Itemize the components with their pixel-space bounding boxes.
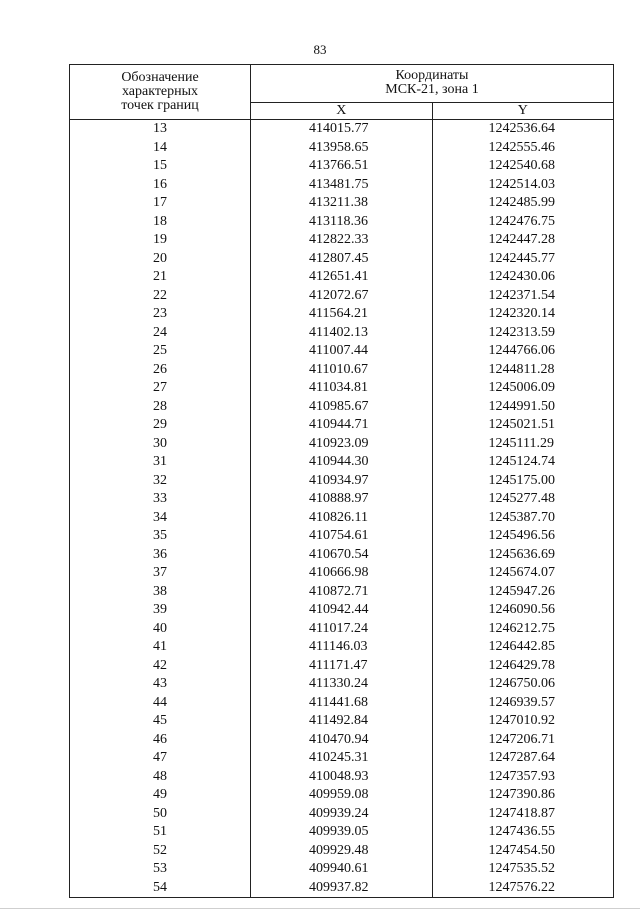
point-number-cell: 13 — [70, 120, 251, 139]
y-coordinate-cell: 1242514.03 — [432, 176, 614, 195]
x-coordinate-cell: 411017.24 — [251, 620, 433, 639]
point-number-cell: 44 — [70, 694, 251, 713]
point-number-cell: 41 — [70, 638, 251, 657]
x-coordinate-cell: 411010.67 — [251, 361, 433, 380]
point-number-cell: 19 — [70, 231, 251, 250]
y-coordinate-cell: 1245111.29 — [432, 435, 614, 454]
point-number-cell: 34 — [70, 509, 251, 528]
table-row — [70, 712, 614, 731]
coordinate-system: МСК-21, зона 1 — [385, 82, 479, 98]
y-coordinate-cell: 1247418.87 — [432, 805, 614, 824]
x-coordinate-cell: 410985.67 — [251, 398, 433, 417]
table-row — [70, 398, 614, 417]
point-number-cell: 22 — [70, 287, 251, 306]
table-row — [70, 139, 614, 158]
y-coordinate-cell: 1247287.64 — [432, 749, 614, 768]
table-row — [70, 194, 614, 213]
table-row — [70, 749, 614, 768]
point-number-cell: 25 — [70, 342, 251, 361]
x-coordinate-cell: 412822.33 — [251, 231, 433, 250]
points-label-line2: характерных — [121, 84, 199, 99]
table-row — [70, 435, 614, 454]
table-row — [70, 860, 614, 879]
y-coordinate-cell: 1245124.74 — [432, 453, 614, 472]
point-number-cell: 21 — [70, 268, 251, 287]
table-row — [70, 657, 614, 676]
y-column-header: Y — [432, 102, 614, 119]
y-coordinate-cell: 1247436.55 — [432, 823, 614, 842]
y-coordinate-cell: 1244766.06 — [432, 342, 614, 361]
x-coordinate-cell: 411007.44 — [251, 342, 433, 361]
y-coordinate-cell: 1242485.99 — [432, 194, 614, 213]
x-column-header: X — [251, 102, 433, 119]
y-coordinate-cell: 1245636.69 — [432, 546, 614, 565]
x-coordinate-cell: 411441.68 — [251, 694, 433, 713]
point-number-cell: 54 — [70, 879, 251, 898]
x-coordinate-cell: 413481.75 — [251, 176, 433, 195]
point-number-cell: 27 — [70, 379, 251, 398]
point-number-cell: 30 — [70, 435, 251, 454]
y-coordinate-cell: 1247357.93 — [432, 768, 614, 787]
table-row — [70, 842, 614, 861]
point-number-cell: 24 — [70, 324, 251, 343]
point-number-cell: 20 — [70, 250, 251, 269]
table-row — [70, 583, 614, 602]
point-number-cell: 36 — [70, 546, 251, 565]
point-number-cell: 51 — [70, 823, 251, 842]
table-row — [70, 694, 614, 713]
y-coordinate-cell: 1246212.75 — [432, 620, 614, 639]
table-row — [70, 416, 614, 435]
y-coordinate-cell: 1246442.85 — [432, 638, 614, 657]
x-coordinate-cell: 409939.05 — [251, 823, 433, 842]
x-coordinate-cell: 410942.44 — [251, 601, 433, 620]
x-coordinate-cell: 411146.03 — [251, 638, 433, 657]
x-coordinate-cell: 413211.38 — [251, 194, 433, 213]
point-number-cell: 52 — [70, 842, 251, 861]
table-row — [70, 823, 614, 842]
point-number-cell: 38 — [70, 583, 251, 602]
points-label-header — [70, 65, 251, 120]
point-number-cell: 45 — [70, 712, 251, 731]
point-number-cell: 17 — [70, 194, 251, 213]
x-coordinate-cell: 412807.45 — [251, 250, 433, 269]
table-row — [70, 268, 614, 287]
table-row — [70, 675, 614, 694]
y-coordinate-cell: 1245387.70 — [432, 509, 614, 528]
point-number-cell: 29 — [70, 416, 251, 435]
x-coordinate-cell: 413958.65 — [251, 139, 433, 158]
table-header — [70, 65, 614, 120]
point-number-cell: 32 — [70, 472, 251, 491]
x-coordinate-cell: 410245.31 — [251, 749, 433, 768]
y-coordinate-cell: 1245021.51 — [432, 416, 614, 435]
table-row — [70, 546, 614, 565]
coordinates-table — [69, 64, 614, 898]
table-row — [70, 601, 614, 620]
table-row — [70, 527, 614, 546]
x-coordinate-cell: 409937.82 — [251, 879, 433, 898]
y-coordinate-cell: 1245674.07 — [432, 564, 614, 583]
table-row — [70, 490, 614, 509]
y-coordinate-cell: 1242540.68 — [432, 157, 614, 176]
x-coordinate-cell: 413118.36 — [251, 213, 433, 232]
table-row — [70, 305, 614, 324]
point-number-cell: 42 — [70, 657, 251, 676]
y-coordinate-cell: 1242536.64 — [432, 120, 614, 139]
x-coordinate-cell: 409940.61 — [251, 860, 433, 879]
scan-edge-line — [0, 908, 640, 909]
table-row — [70, 361, 614, 380]
point-number-cell: 39 — [70, 601, 251, 620]
y-coordinate-cell: 1246090.56 — [432, 601, 614, 620]
point-number-cell: 40 — [70, 620, 251, 639]
x-coordinate-cell: 410826.11 — [251, 509, 433, 528]
header-row-top — [70, 65, 614, 103]
y-coordinate-cell: 1246429.78 — [432, 657, 614, 676]
table-row — [70, 768, 614, 787]
table-row — [70, 213, 614, 232]
point-number-cell: 28 — [70, 398, 251, 417]
y-coordinate-cell: 1242447.28 — [432, 231, 614, 250]
point-number-cell: 18 — [70, 213, 251, 232]
table-row — [70, 379, 614, 398]
point-number-cell: 23 — [70, 305, 251, 324]
y-coordinate-cell: 1245496.56 — [432, 527, 614, 546]
table-row — [70, 805, 614, 824]
x-coordinate-cell: 410470.94 — [251, 731, 433, 750]
x-coordinate-cell: 411034.81 — [251, 379, 433, 398]
point-number-cell: 31 — [70, 453, 251, 472]
y-coordinate-cell: 1242445.77 — [432, 250, 614, 269]
coordinates-title: Координаты — [395, 68, 469, 84]
table-row — [70, 157, 614, 176]
x-coordinate-cell: 410048.93 — [251, 768, 433, 787]
point-number-cell: 37 — [70, 564, 251, 583]
x-coordinate-cell: 410754.61 — [251, 527, 433, 546]
x-coordinate-cell: 410923.09 — [251, 435, 433, 454]
y-coordinate-cell: 1247010.92 — [432, 712, 614, 731]
y-coordinate-cell: 1244991.50 — [432, 398, 614, 417]
table-row — [70, 620, 614, 639]
table-row — [70, 120, 614, 139]
point-number-cell: 33 — [70, 490, 251, 509]
point-number-cell: 35 — [70, 527, 251, 546]
point-number-cell: 50 — [70, 805, 251, 824]
y-coordinate-cell: 1247454.50 — [432, 842, 614, 861]
point-number-cell: 16 — [70, 176, 251, 195]
table-row — [70, 638, 614, 657]
point-number-cell: 15 — [70, 157, 251, 176]
table-row — [70, 879, 614, 898]
x-coordinate-cell: 409939.24 — [251, 805, 433, 824]
table-row — [70, 176, 614, 195]
coordinates-header — [251, 65, 614, 103]
y-coordinate-cell: 1242320.14 — [432, 305, 614, 324]
table-row — [70, 564, 614, 583]
table-row — [70, 231, 614, 250]
point-number-cell: 48 — [70, 768, 251, 787]
point-number-cell: 47 — [70, 749, 251, 768]
points-label-line3: точек границ — [121, 98, 199, 113]
y-coordinate-cell: 1242371.54 — [432, 287, 614, 306]
table-body — [70, 120, 614, 898]
y-coordinate-cell: 1242555.46 — [432, 139, 614, 158]
point-number-cell: 14 — [70, 139, 251, 158]
table-row — [70, 731, 614, 750]
x-coordinate-cell: 410872.71 — [251, 583, 433, 602]
points-label-line1: Обозначение — [121, 70, 199, 85]
x-coordinate-cell: 410888.97 — [251, 490, 433, 509]
table-row — [70, 509, 614, 528]
x-coordinate-cell: 409959.08 — [251, 786, 433, 805]
y-coordinate-cell: 1246939.57 — [432, 694, 614, 713]
y-coordinate-cell: 1246750.06 — [432, 675, 614, 694]
y-coordinate-cell: 1245947.26 — [432, 583, 614, 602]
point-number-cell: 53 — [70, 860, 251, 879]
y-coordinate-cell: 1247206.71 — [432, 731, 614, 750]
x-coordinate-cell: 411171.47 — [251, 657, 433, 676]
page-number: 83 — [313, 42, 327, 57]
x-coordinate-cell: 411564.21 — [251, 305, 433, 324]
table-row — [70, 472, 614, 491]
table-row — [70, 250, 614, 269]
x-coordinate-cell: 410944.71 — [251, 416, 433, 435]
x-coordinate-cell: 413766.51 — [251, 157, 433, 176]
table-row — [70, 786, 614, 805]
x-coordinate-cell: 411330.24 — [251, 675, 433, 694]
x-coordinate-cell: 412072.67 — [251, 287, 433, 306]
x-coordinate-cell: 410934.97 — [251, 472, 433, 491]
y-coordinate-cell: 1244811.28 — [432, 361, 614, 380]
point-number-cell: 46 — [70, 731, 251, 750]
x-coordinate-cell: 411402.13 — [251, 324, 433, 343]
x-coordinate-cell: 414015.77 — [251, 120, 433, 139]
y-coordinate-cell: 1247390.86 — [432, 786, 614, 805]
x-coordinate-cell: 409929.48 — [251, 842, 433, 861]
y-coordinate-cell: 1242430.06 — [432, 268, 614, 287]
table-row — [70, 342, 614, 361]
x-coordinate-cell: 410666.98 — [251, 564, 433, 583]
y-coordinate-cell: 1247535.52 — [432, 860, 614, 879]
y-coordinate-cell: 1247576.22 — [432, 879, 614, 898]
y-coordinate-cell: 1245006.09 — [432, 379, 614, 398]
point-number-cell: 26 — [70, 361, 251, 380]
table-row — [70, 453, 614, 472]
x-coordinate-cell: 410670.54 — [251, 546, 433, 565]
y-coordinate-cell: 1245277.48 — [432, 490, 614, 509]
y-coordinate-cell: 1242313.59 — [432, 324, 614, 343]
table-row — [70, 324, 614, 343]
point-number-cell: 43 — [70, 675, 251, 694]
y-coordinate-cell: 1242476.75 — [432, 213, 614, 232]
table-row — [70, 287, 614, 306]
x-coordinate-cell: 412651.41 — [251, 268, 433, 287]
point-number-cell: 49 — [70, 786, 251, 805]
x-coordinate-cell: 411492.84 — [251, 712, 433, 731]
x-coordinate-cell: 410944.30 — [251, 453, 433, 472]
y-coordinate-cell: 1245175.00 — [432, 472, 614, 491]
